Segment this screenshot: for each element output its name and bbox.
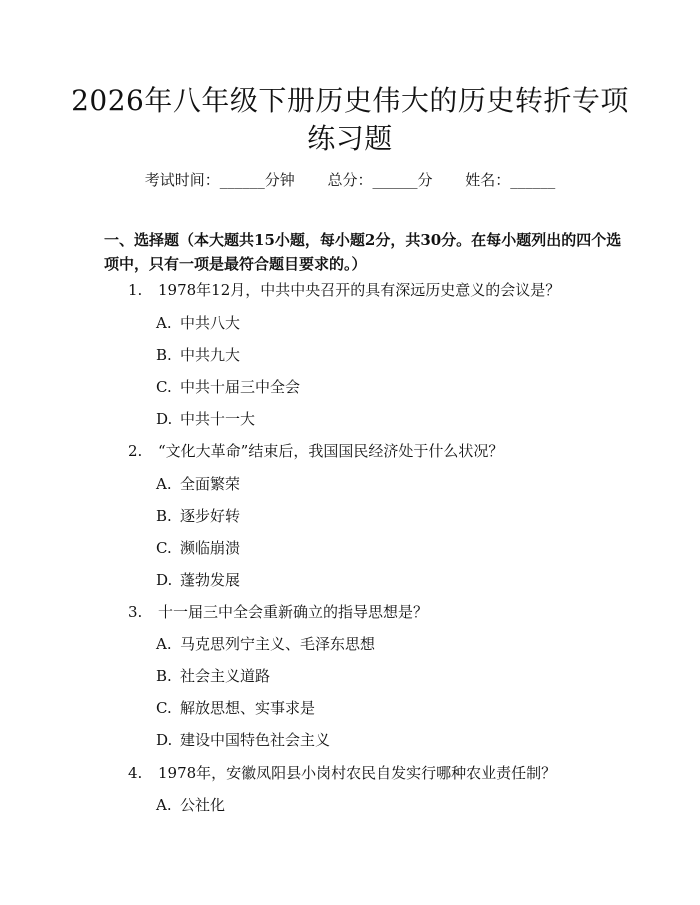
option-text: 马克思列宁主义、毛泽东思想 (180, 635, 376, 653)
question-text: 1978年，安徽凤阳县小岗村农民自发实行哪种农业责任制？ (158, 764, 557, 782)
question-number: 1. (128, 281, 143, 299)
option-2d (156, 570, 240, 590)
option-label: A. (156, 796, 172, 814)
option-text: 社会主义道路 (180, 667, 271, 685)
question-2 (128, 441, 503, 461)
option-label: B. (156, 667, 172, 685)
option-label: A. (156, 314, 172, 332)
option-label: C. (156, 699, 172, 717)
option-label: A. (156, 475, 172, 493)
option-label: B. (156, 507, 172, 525)
option-text: 蓬勃发展 (180, 571, 241, 589)
question-text: 十一届三中全会重新确立的指导思想是？ (158, 603, 429, 621)
question-text: “文化大革命”结束后，我国国民经济处于什么状况？ (158, 442, 504, 460)
question-number: 3. (128, 603, 143, 621)
option-text: 建设中国特色社会主义 (180, 731, 331, 749)
student-name-field: 姓名：______ (465, 171, 556, 189)
total-score-field: 总分：______分 (327, 171, 433, 189)
option-label: D. (156, 731, 173, 749)
option-2b (156, 506, 240, 526)
option-text: 逐步好转 (180, 507, 241, 525)
option-3d (156, 730, 330, 750)
option-text: 中共十一大 (180, 410, 256, 428)
question-number: 2. (128, 442, 143, 460)
option-1a (156, 313, 240, 333)
exam-meta (0, 170, 700, 190)
option-text: 解放思想、实事求是 (180, 699, 316, 717)
option-1d (156, 409, 255, 429)
option-text: 中共九大 (180, 346, 241, 364)
question-number: 4. (128, 764, 143, 782)
option-label: D. (156, 571, 173, 589)
option-label: D. (156, 410, 173, 428)
option-label: B. (156, 346, 172, 364)
option-3a (156, 634, 375, 654)
option-3c (156, 698, 315, 718)
option-3b (156, 666, 270, 686)
option-text: 全面繁荣 (180, 475, 241, 493)
option-text: 濒临崩溃 (180, 539, 241, 557)
option-2a (156, 474, 240, 494)
question-4 (128, 763, 556, 783)
option-2c (156, 538, 240, 558)
exam-time-field: 考试时间：______分钟 (144, 171, 295, 189)
question-1 (128, 280, 560, 300)
option-text: 中共八大 (180, 314, 241, 332)
option-1c (156, 377, 300, 397)
option-4a (156, 795, 225, 815)
question-text: 1978年12月，中共中央召开的具有深远历史意义的会议是？ (158, 281, 561, 299)
option-label: C. (156, 378, 172, 396)
question-3 (128, 602, 428, 622)
option-label: C. (156, 539, 172, 557)
option-text: 中共十届三中全会 (180, 378, 301, 396)
option-label: A. (156, 635, 172, 653)
option-text: 公社化 (180, 796, 226, 814)
page-title: 2026年八年级下册历史伟大的历史转折专项练习题 (71, 84, 629, 155)
option-1b (156, 345, 240, 365)
section-heading: 一、选择题（本大题共15小题，每小题2分，共30分。在每小题列出的四个选项中，只有一项是最符合题目要求的。） (104, 231, 622, 273)
